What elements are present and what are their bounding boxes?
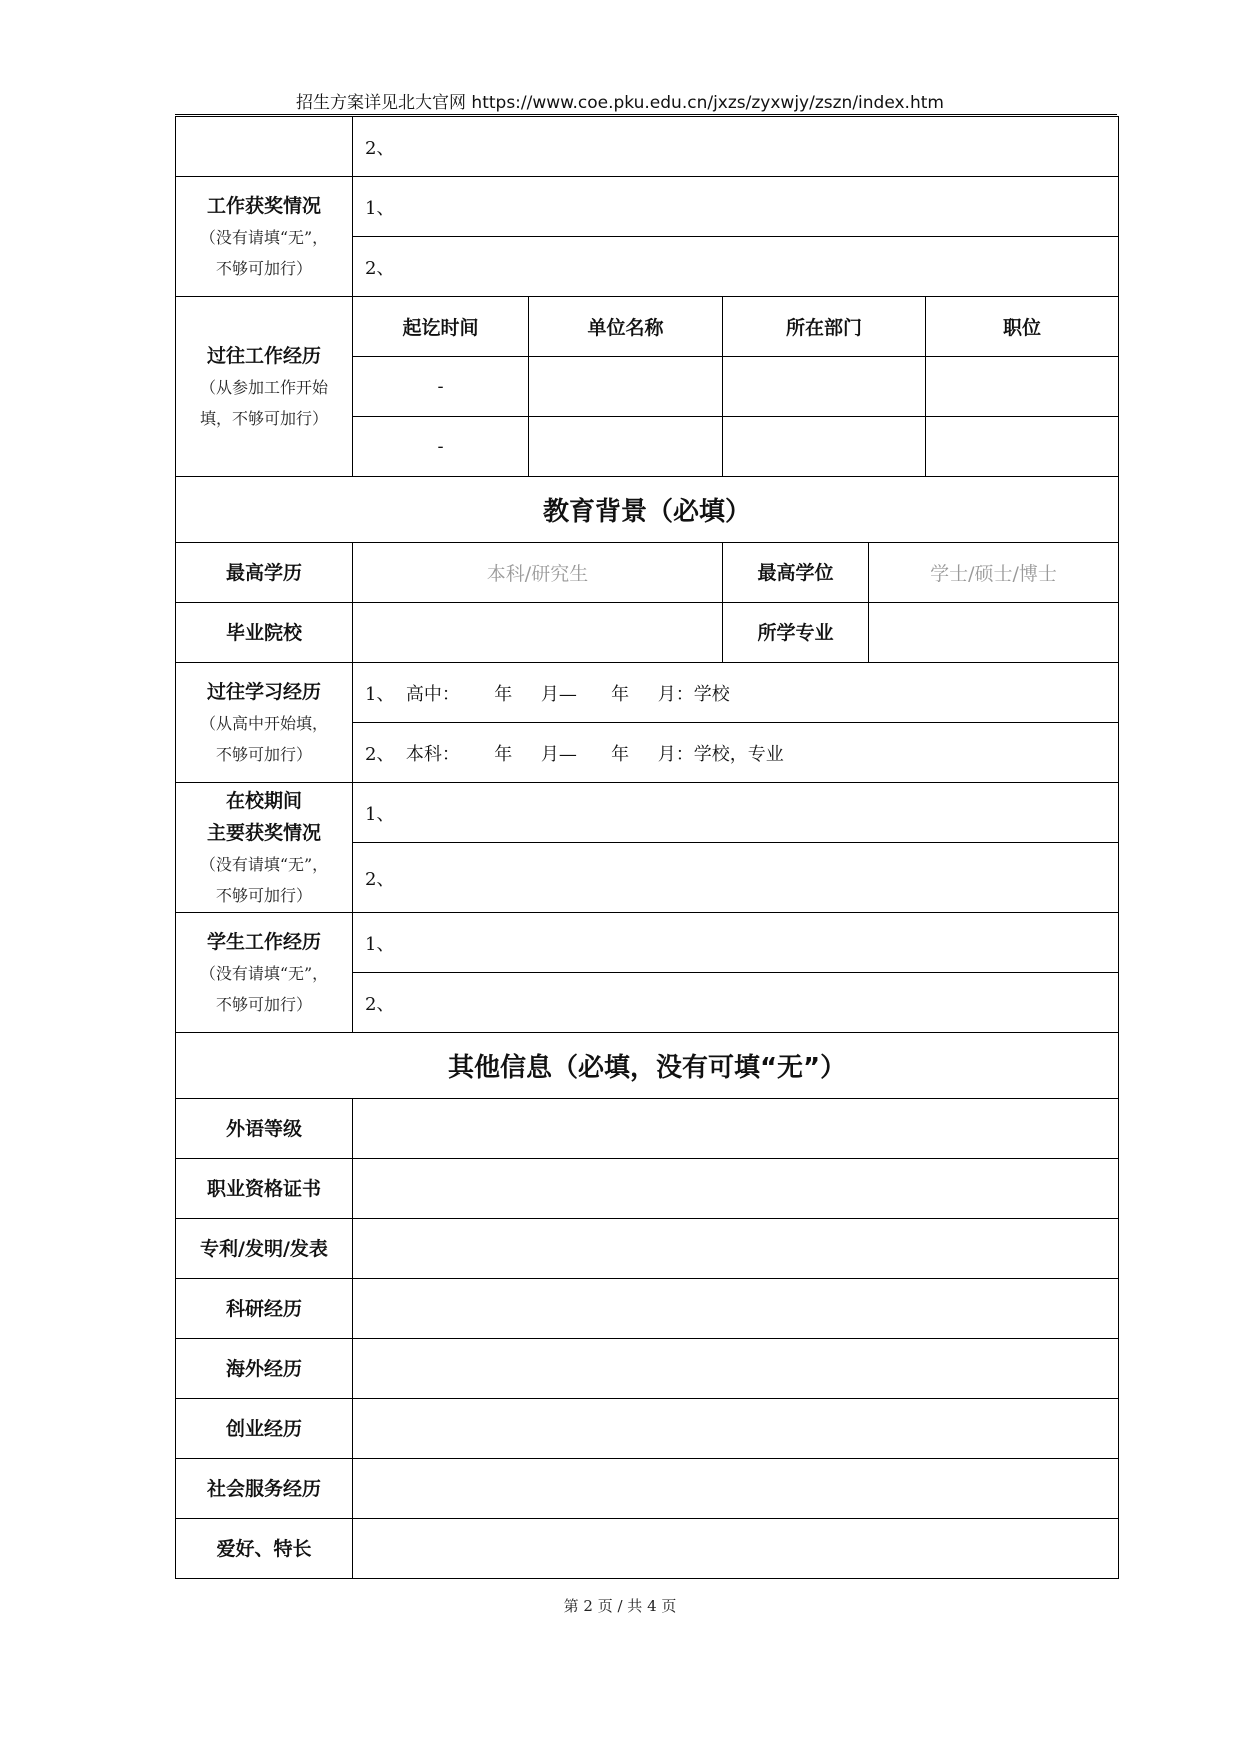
- student-work-note-1: （没有请填“无”，: [199, 963, 329, 983]
- work-awards-note-2: 不够可加行）: [215, 258, 312, 278]
- campus-awards-label: [176, 783, 353, 913]
- page-footer: 第 2 页 / 共 4 页: [563, 1597, 677, 1615]
- campus-awards-title-2: 主要获奖情况: [206, 821, 321, 844]
- research-label: 科研经历: [176, 1279, 353, 1339]
- work-history-note-1: （从参加工作开始: [199, 377, 328, 397]
- study-history-note-1: （从高中开始填，: [199, 713, 328, 733]
- col-head-position: 职位: [926, 297, 1119, 357]
- study-line-bachelor[interactable]: 2、 本科： 年 月— 年 月：学校，专业: [353, 723, 1119, 783]
- foreign-language-field[interactable]: [353, 1099, 1119, 1159]
- col-head-employer: 单位名称: [529, 297, 723, 357]
- campus-awards-item-2[interactable]: 2、: [353, 843, 1119, 913]
- study-history-title: 过往学习经历: [206, 680, 321, 703]
- student-work-item-2[interactable]: 2、: [353, 973, 1119, 1033]
- overseas-label: 海外经历: [176, 1339, 353, 1399]
- study-line-highschool[interactable]: 1、 高中： 年 月— 年 月：学校: [353, 663, 1119, 723]
- work-awards-label: [176, 177, 353, 297]
- work-history-note-2: 填，不够可加行）: [199, 408, 328, 428]
- student-work-item-1[interactable]: 1、: [353, 913, 1119, 973]
- study-history-note-2: 不够可加行）: [215, 744, 312, 764]
- campus-awards-note-1: （没有请填“无”，: [199, 854, 329, 874]
- social-service-label: 社会服务经历: [176, 1459, 353, 1519]
- patent-field[interactable]: [353, 1219, 1119, 1279]
- campus-awards-title-1: 在校期间: [225, 789, 302, 812]
- col-head-time: 起讫时间: [353, 297, 529, 357]
- certificate-field[interactable]: [353, 1159, 1119, 1219]
- social-service-field[interactable]: [353, 1459, 1119, 1519]
- hobbies-field[interactable]: [353, 1519, 1119, 1579]
- campus-awards-note-2: 不够可加行）: [215, 885, 312, 905]
- school-field[interactable]: [353, 603, 723, 663]
- work-history-title: 过往工作经历: [206, 344, 321, 367]
- campus-awards-item-1[interactable]: 1、: [353, 783, 1119, 843]
- col-head-department: 所在部门: [723, 297, 926, 357]
- major-field[interactable]: [869, 603, 1119, 663]
- student-work-note-2: 不够可加行）: [215, 994, 312, 1014]
- overseas-field[interactable]: [353, 1339, 1119, 1399]
- research-field[interactable]: [353, 1279, 1119, 1339]
- highest-level-label: 最高学位: [723, 543, 869, 603]
- education-section-title: 教育背景（必填）: [176, 477, 1119, 543]
- highest-degree-field[interactable]: 本科/研究生: [353, 543, 723, 603]
- work-awards-item-2[interactable]: 2、: [353, 237, 1119, 297]
- work-awards-item-1[interactable]: 1、: [353, 177, 1119, 237]
- work-row-2-employer[interactable]: [529, 417, 723, 477]
- school-label: 毕业院校: [176, 603, 353, 663]
- highest-degree-label: 最高学历: [176, 543, 353, 603]
- other-info-section-title: 其他信息（必填，没有可填“无”）: [176, 1033, 1119, 1099]
- continued-item-2[interactable]: 2、: [353, 117, 1119, 177]
- certificate-label: 职业资格证书: [176, 1159, 353, 1219]
- startup-field[interactable]: [353, 1399, 1119, 1459]
- work-awards-title: 工作获奖情况: [206, 194, 321, 217]
- work-row-2-department[interactable]: [723, 417, 926, 477]
- startup-label: 创业经历: [176, 1399, 353, 1459]
- highest-level-field[interactable]: 学士/硕士/博士: [869, 543, 1119, 603]
- foreign-language-label: 外语等级: [176, 1099, 353, 1159]
- work-row-2-time[interactable]: -: [353, 417, 529, 477]
- study-history-label: [176, 663, 353, 783]
- work-awards-note-1: （没有请填“无”，: [199, 227, 329, 247]
- patent-label: 专利/发明/发表: [176, 1219, 353, 1279]
- student-work-label: [176, 913, 353, 1033]
- page-header: 招生方案详见北大官网 https://www.coe.pku.edu.cn/jxzs/zyxwjy/zszn/index.htm: [296, 93, 944, 113]
- work-row-1-position[interactable]: [926, 357, 1119, 417]
- header-rule: [175, 114, 1117, 115]
- hobbies-label: 爱好、特长: [176, 1519, 353, 1579]
- student-work-title: 学生工作经历: [206, 930, 321, 953]
- work-row-1-time[interactable]: -: [353, 357, 529, 417]
- major-label: 所学专业: [723, 603, 869, 663]
- work-row-1-employer[interactable]: [529, 357, 723, 417]
- work-row-2-position[interactable]: [926, 417, 1119, 477]
- work-history-label: [176, 297, 353, 477]
- continued-label-cell: [176, 117, 353, 177]
- application-form-table: [175, 116, 1119, 1579]
- work-row-1-department[interactable]: [723, 357, 926, 417]
